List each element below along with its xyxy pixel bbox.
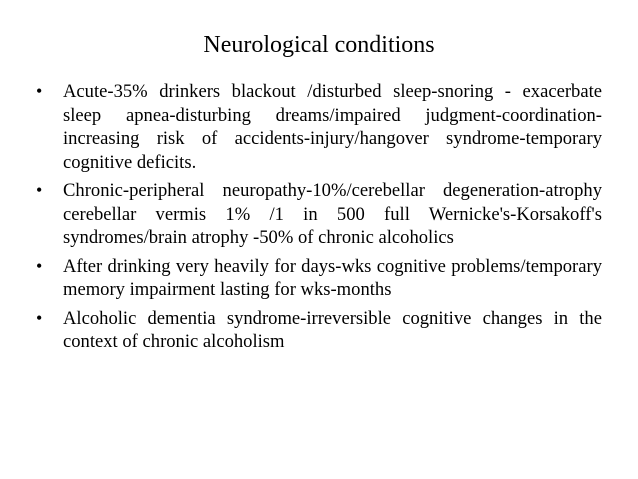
- bullet-item-acute: [36, 80, 602, 174]
- bullet-dot-icon: •: [36, 307, 43, 328]
- slide-title: Neurological conditions: [203, 32, 435, 58]
- bullet-item-after: [36, 255, 602, 302]
- bullet-text: Acute-35% drinkers blackout /disturbed sleep-snoring - exacerbate sleep apnea-disturbing dreams/impaired judgment-coordination- increasing risk of accidents-injury/hangover syndrome-temporary cognitive deficits.: [63, 81, 602, 173]
- bullet-item-chronic: [36, 179, 602, 250]
- bullet-dot-icon: •: [36, 81, 43, 101]
- bullet-text: After drinking very heavily for days-wks cognitive problems/temporary memory impairment lasting for wks-months: [63, 255, 602, 300]
- bullet-dot-icon: •: [36, 255, 43, 276]
- bullet-text: Alcoholic dementia syndrome-irreversible cognitive changes in the context of chronic alcoholism: [63, 307, 602, 352]
- bullet-item-dementia: [36, 307, 602, 354]
- bullet-text: Chronic-peripheral neuropathy-10%/cerebellar degeneration-atrophy cerebellar vermis 1% /1 in 500 full Wernicke's-Korsakoff's syndromes/brain atrophy -50% of chronic alcoholics: [63, 180, 602, 248]
- bullet-list: [36, 80, 602, 359]
- bullet-dot-icon: •: [36, 180, 43, 200]
